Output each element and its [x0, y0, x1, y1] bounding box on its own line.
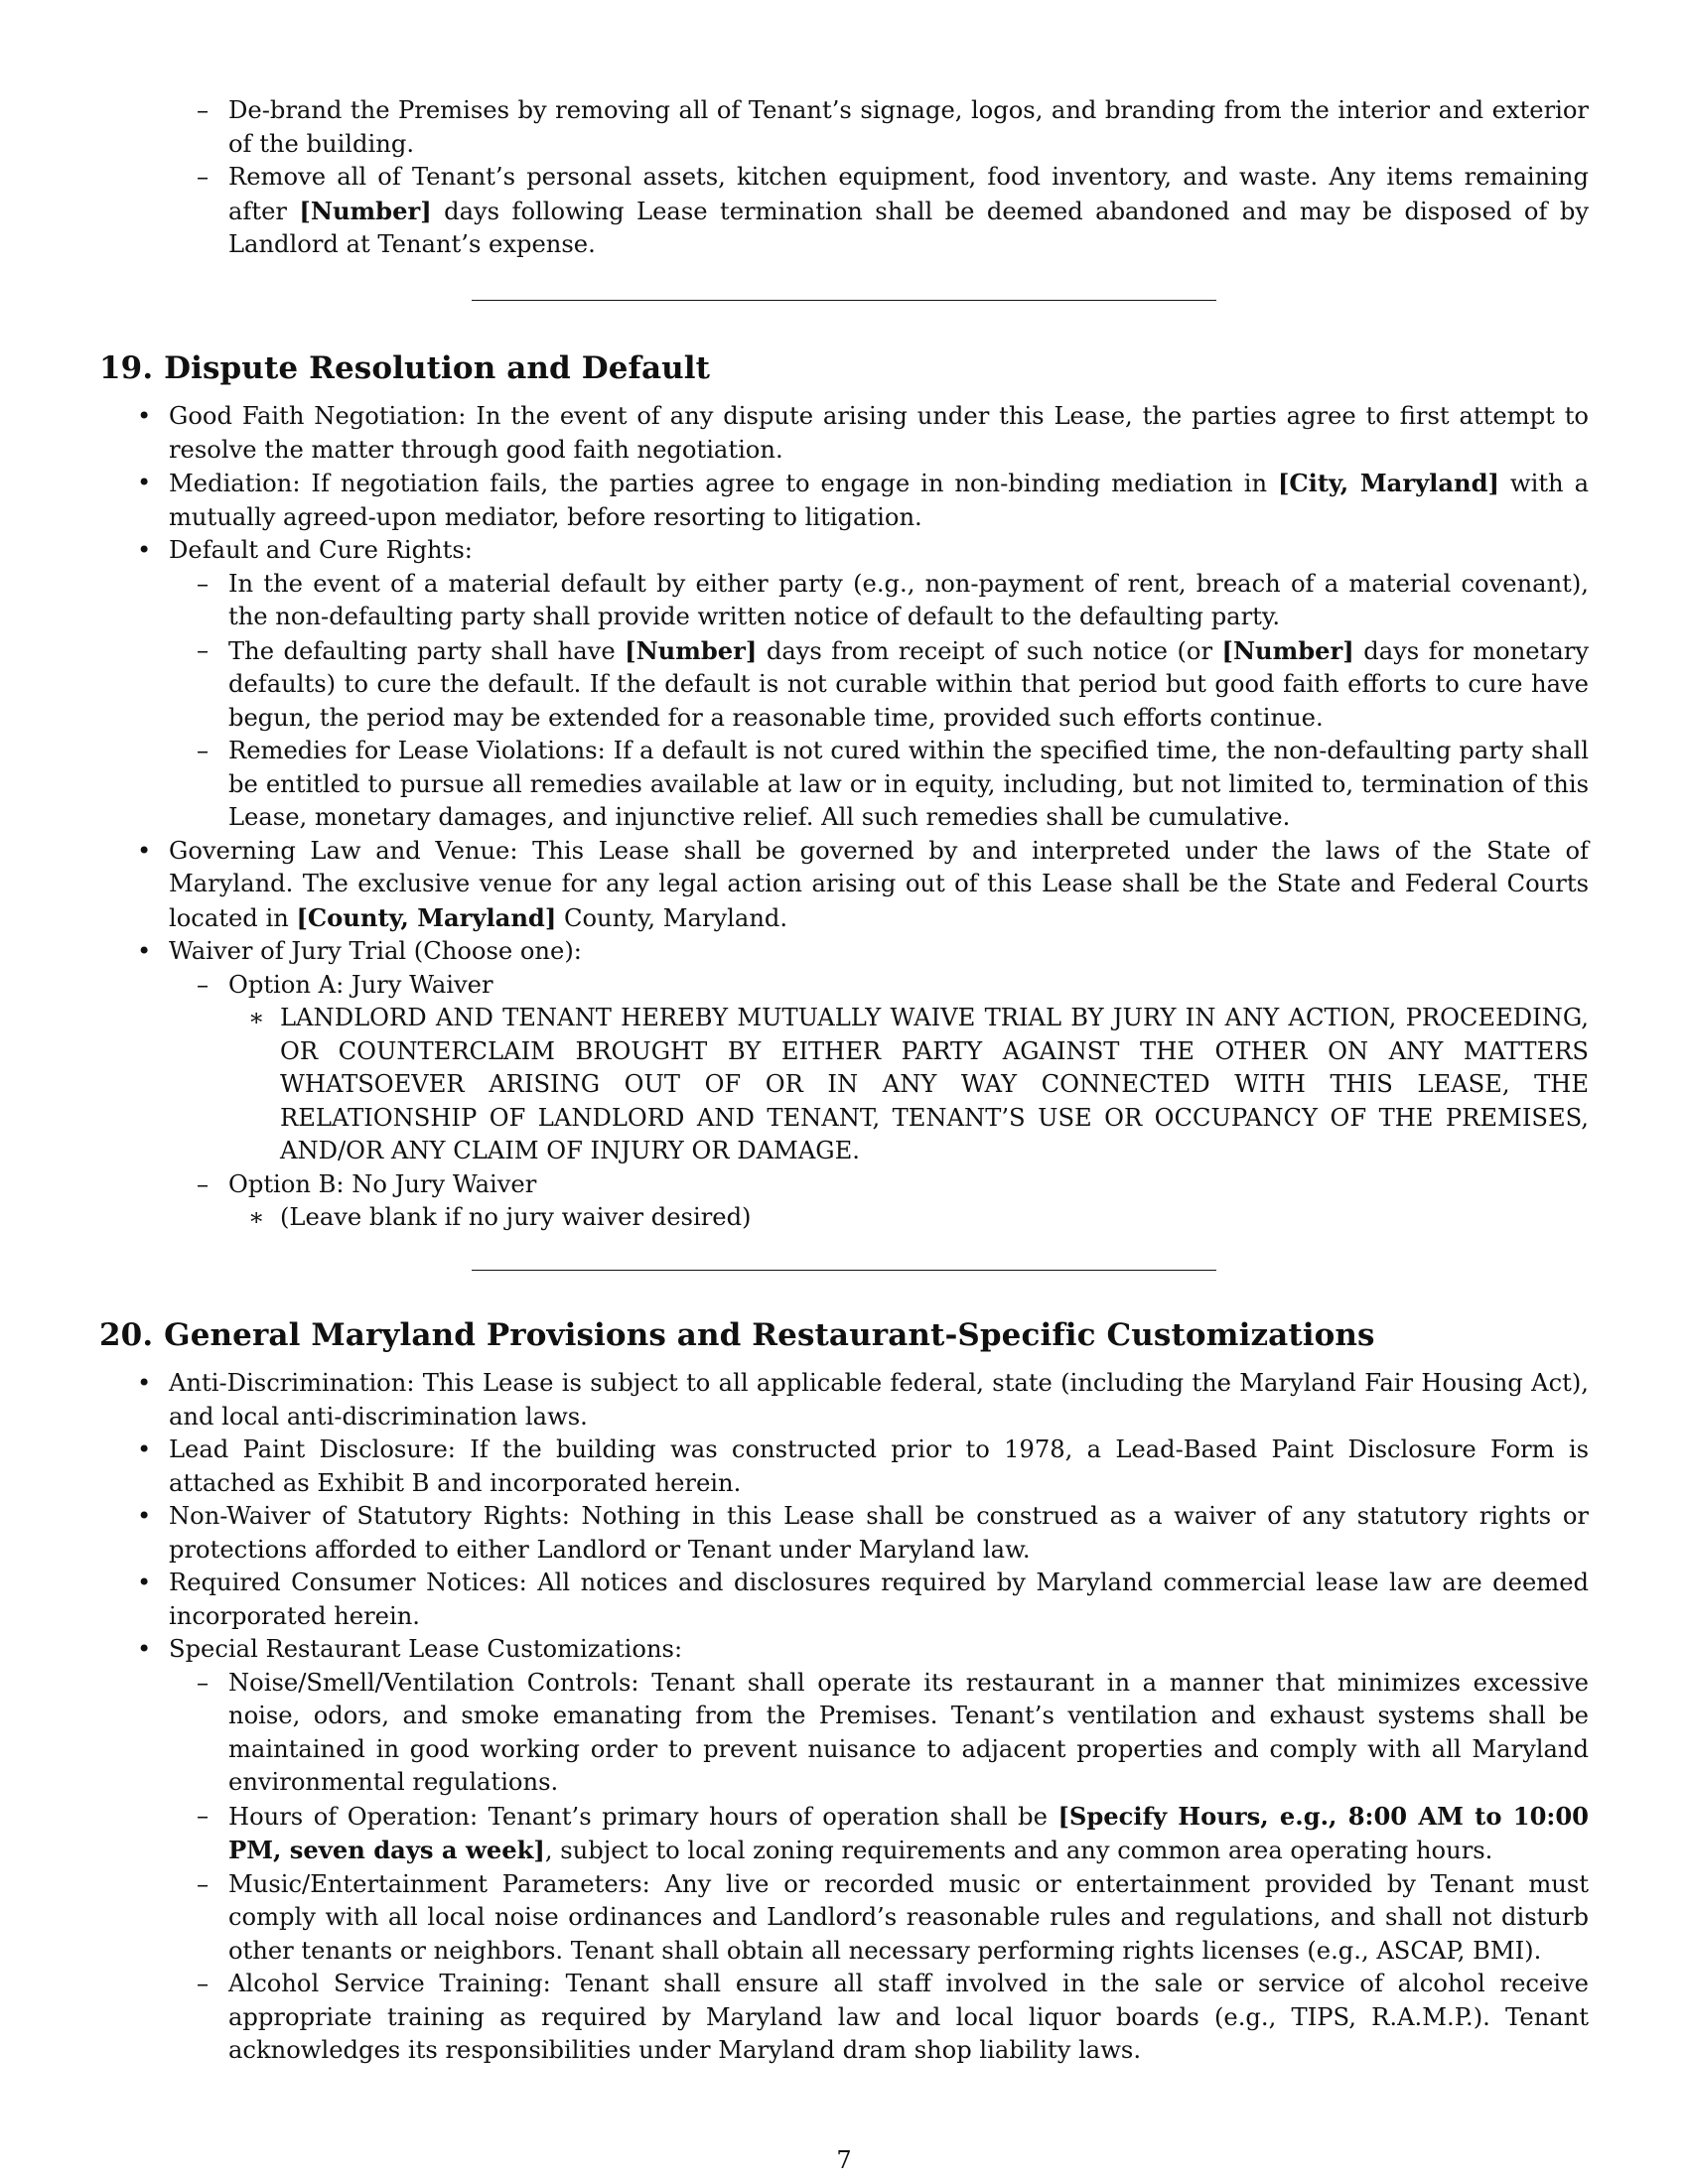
- list-item-remove-assets: – Remove all of Tenant’s personal assets, kitchen equipment, food inventory, and waste. Any items remaining after [Number] days following Lease termination shall be deemed abandoned and may be disposed of by Landlord at Tenant’s expense.: [197, 163, 1589, 258]
- list-item-special-customizations: • Special Restaurant Lease Customizations:: [137, 1635, 683, 1664]
- list-item-lead-paint: • Lead Paint Disclosure: If the building was constructed prior to 1978, a Lead-Based Paint Disclosure Form is attached as Exhibit B and incorporated herein.: [137, 1435, 1589, 1497]
- list-item-anti-discrimination: • Anti-Discrimination: This Lease is subject to all applicable federal, state (including the Maryland Fair Housing Act), and local anti-discrimination laws.: [137, 1369, 1589, 1431]
- list-item-consumer-notices: • Required Consumer Notices: All notices and disclosures required by Maryland commercial lease law are deemed incorporated herein.: [137, 1569, 1589, 1630]
- page-content: [99, 94, 1589, 2068]
- list-item-good-faith: • Good Faith Negotiation: In the event of any dispute arising under this Lease, the parties agree to first attempt to resolve the matter through good faith negotiation.: [137, 402, 1589, 464]
- placeholder-city: [City, Maryland]: [1277, 469, 1499, 498]
- section-divider: [472, 300, 1216, 302]
- list-item-debrand: – De-brand the Premises by removing all of Tenant’s signage, logos, and branding from the interior and exterior of the building.: [197, 96, 1589, 158]
- list-item-hours: – Hours of Operation: Tenant’s primary hours of operation shall be [Specify Hours, e.g., 8:00 AM to 10:00 PM, seven days a week], subject to local zoning requirements and any common area operating hours.: [197, 1801, 1589, 1865]
- list-item-option-b: – Option B: No Jury Waiver: [197, 1169, 537, 1198]
- list-item-mediation: • Mediation: If negotiation fails, the parties agree to engage in non-binding mediation in [City, Maryland] with a mutually agreed-upon mediator, before resorting to litigation.: [137, 469, 1589, 531]
- placeholder-hours: [Specify Hours, e.g., 8:00 AM to 10:00 PM, seven days a week]: [228, 1801, 1589, 1865]
- list-item-governing-law: • Governing Law and Venue: This Lease shall be governed by and interpreted under the laws of the State of Maryland. The exclusive venue for any legal action arising out of this Lease shall be the State and Federal Courts located in [County, Maryland] County, Maryland.: [137, 836, 1589, 932]
- placeholder-number: [Number]: [299, 196, 432, 225]
- placeholder-county: [County, Maryland]: [296, 902, 557, 932]
- list-item-music: – Music/Entertainment Parameters: Any live or recorded music or entertainment provided by Tenant must comply with all local noise ordinances and Landlord’s reasonable rules and regulations, and shall not disturb other tenants or neighbors. Tenant shall obtain all necessary performing rights licenses (e.g., ASCAP, BMI).: [197, 1869, 1589, 1965]
- list-item-option-a: – Option A: Jury Waiver: [197, 970, 493, 999]
- page-number: 7: [836, 2146, 852, 2174]
- list-item-cure-period: – The defaulting party shall have [Number] days from receipt of such notice (or [Number] days for monetary defaults) to cure the default. If the default is not curable within that period but good faith efforts to cure have begun, the period may be extended for a reasonable time, provided such efforts continue.: [197, 635, 1589, 732]
- list-item-jury-waiver: • Waiver of Jury Trial (Choose one):: [137, 937, 582, 966]
- placeholder-number: [Number]: [625, 635, 758, 665]
- list-item-remedies: – Remedies for Lease Violations: If a default is not cured within the specified time, the non-defaulting party shall be entitled to pursue all remedies available at law or in equity, including, but not limited to, termination of this Lease, monetary damages, and injunctive relief. All such remedies shall be cumulative.: [197, 737, 1589, 832]
- list-item-default-notice: – In the event of a material default by either party (e.g., non-payment of rent, breach of a material covenant), the non-defaulting party shall provide written notice of default to the defaulting party.: [197, 569, 1589, 631]
- section-divider: [472, 1270, 1216, 1272]
- list-item-option-a-text: ∗ LANDLORD AND TENANT HEREBY MUTUALLY WAIVE TRIAL BY JURY IN ANY ACTION, PROCEEDING, OR COUNTERCLAIM BROUGHT BY EITHER PARTY AGAINST THE OTHER ON ANY MATTERS WHATSOEVER ARISING OUT OF OR IN ANY WAY CONNECTED WITH THIS LEASE, THE RELATIONSHIP OF LANDLORD AND TENANT, TENANT’S USE OR OCCUPANCY OF THE PREMISES, AND/OR ANY CLAIM OF INJURY OR DAMAGE.: [248, 1004, 1589, 1165]
- placeholder-number: [Number]: [1221, 635, 1354, 665]
- list-item-non-waiver: • Non-Waiver of Statutory Rights: Nothing in this Lease shall be construed as a waiver of any statutory rights or protections afforded to either Landlord or Tenant under Maryland law.: [137, 1502, 1589, 1564]
- list-item-alcohol: – Alcohol Service Training: Tenant shall ensure all staff involved in the sale or service of alcohol receive appropriate training as required by Maryland law and local liquor boards (e.g., TIPS, R.A.M.P.). Tenant acknowledges its responsibilities under Maryland dram shop liability laws.: [197, 1970, 1589, 2065]
- list-item-option-b-text: ∗ (Leave blank if no jury waiver desired): [248, 1203, 752, 1232]
- list-item-noise-controls: – Noise/Smell/Ventilation Controls: Tenant shall operate its restaurant in a manner that minimizes excessive noise, odors, and smoke emanating from the Premises. Tenant’s ventilation and exhaust systems shall be maintained in good working order to prevent nuisance to adjacent properties and comply with all Maryland environmental regulations.: [197, 1668, 1589, 1797]
- section-19-title: 19. Dispute Resolution and Default: [99, 350, 711, 387]
- section-20-title: 20. General Maryland Provisions and Restaurant-Specific Customizations: [99, 1317, 1375, 1354]
- list-item-default: • Default and Cure Rights:: [137, 536, 473, 565]
